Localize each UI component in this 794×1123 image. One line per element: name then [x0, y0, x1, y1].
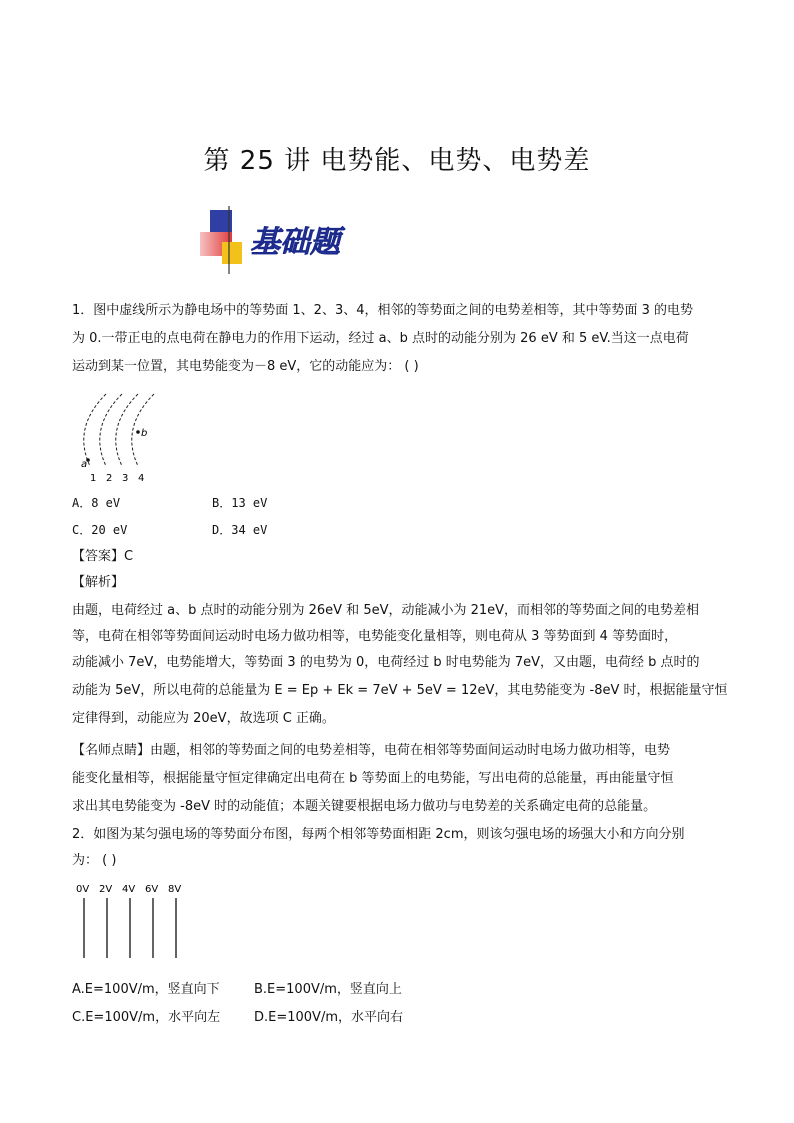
q1-analysis-line1: 由题，电荷经过 a、b 点时的动能分别为 26eV 和 5eV，动能减小为 21eV，而相邻的等势面之间的电势差相 [72, 603, 700, 618]
q1-analysis-line3: 动能减小 7eV，电势能增大，等势面 3 的电势为 0，电荷经过 b 时电势能为 7eV，又由题，电荷经 b 点时的 [72, 655, 700, 670]
section-banner [196, 206, 596, 276]
voltage-label-0: 0V [76, 884, 90, 895]
surface-3-label: 3 [122, 473, 129, 484]
q2-uniform-field-figure [72, 880, 192, 962]
page-title: 第 25 讲 电势能、电势、电势差 [203, 146, 591, 176]
q2-option-d: D.E=100V/m，水平向右 [254, 1010, 403, 1025]
q2-option-a: A.E=100V/m，竖直向下 [72, 982, 220, 997]
surface-1-label: 1 [90, 473, 97, 484]
banner-yellow-square [222, 242, 242, 264]
q2-stem-line1: 2．如图为某匀强电场的等势面分布图，每两个相邻等势面相距 2cm，则该匀强电场的场强大小和方向分别 [72, 827, 685, 842]
q1-stem-line2: 为 0.一带正电的点电荷在静电力的作用下运动，经过 a、b 点时的动能分别为 26 eV 和 5 eV.当这一点电荷 [72, 331, 689, 346]
voltage-label-4: 8V [168, 884, 182, 895]
voltage-label-1: 2V [99, 884, 113, 895]
q1-option-d: D．34 eV [212, 523, 268, 537]
voltage-label-2: 4V [122, 884, 136, 895]
q1-analysis-heading: 【解析】 [72, 575, 125, 590]
q2-option-b: B.E=100V/m，竖直向上 [254, 982, 402, 997]
q1-answer: 【答案】C [72, 549, 134, 564]
q1-option-b: B．13 eV [212, 496, 268, 510]
voltage-label-3: 6V [145, 884, 159, 895]
surface-4-label: 4 [138, 473, 145, 484]
banner-text: 基础题 [250, 225, 340, 260]
surface-2-label: 2 [106, 473, 113, 484]
q1-tip-line3: 求出其电势能变为 -8eV 时的动能值；本题关键要根据电场力做功与电势差的关系确定电荷的总能量。 [72, 799, 657, 814]
q1-option-c: C．20 eV [72, 523, 128, 537]
q1-stem-line3: 运动到某一位置，其电势能变为－8 eV，它的动能应为： ( ) [72, 359, 419, 374]
q1-stem-line1: 1．图中虚线所示为静电场中的等势面 1、2、3、4，相邻的等势面之间的电势差相等，其中等势面 3 的电势 [72, 303, 694, 318]
q2-stem-line2: 为： ( ) [72, 853, 117, 868]
q1-analysis-line2: 等，电荷在相邻等势面间运动时电场力做功相等，电势能变化量相等，则电荷从 3 等势面到 4 等势面时， [72, 629, 678, 644]
q1-analysis-line5: 定律得到，动能应为 20eV，故选项 C 正确。 [72, 711, 335, 726]
point-b-label: b [141, 428, 148, 439]
q2-option-c: C.E=100V/m，水平向左 [72, 1010, 221, 1025]
q1-option-a: A．8 eV [72, 496, 121, 510]
point-a-label: a [81, 459, 88, 470]
q1-equipotential-figure [72, 388, 172, 488]
q1-analysis-line4: 动能为 5eV，所以电荷的总能量为 E = Ep + Ek = 7eV + 5eV = 12eV，其电势能变为 -8eV 时，根据能量守恒 [72, 683, 728, 698]
q1-tip-line2: 能变化量相等，根据能量守恒定律确定出电荷在 b 等势面上的电势能，写出电荷的总能量，再由能量守恒 [72, 771, 674, 786]
q1-tip-line1: 【名师点睛】由题，相邻的等势面之间的电势差相等，电荷在相邻等势面间运动时电场力做功相等，电势 [72, 743, 671, 758]
